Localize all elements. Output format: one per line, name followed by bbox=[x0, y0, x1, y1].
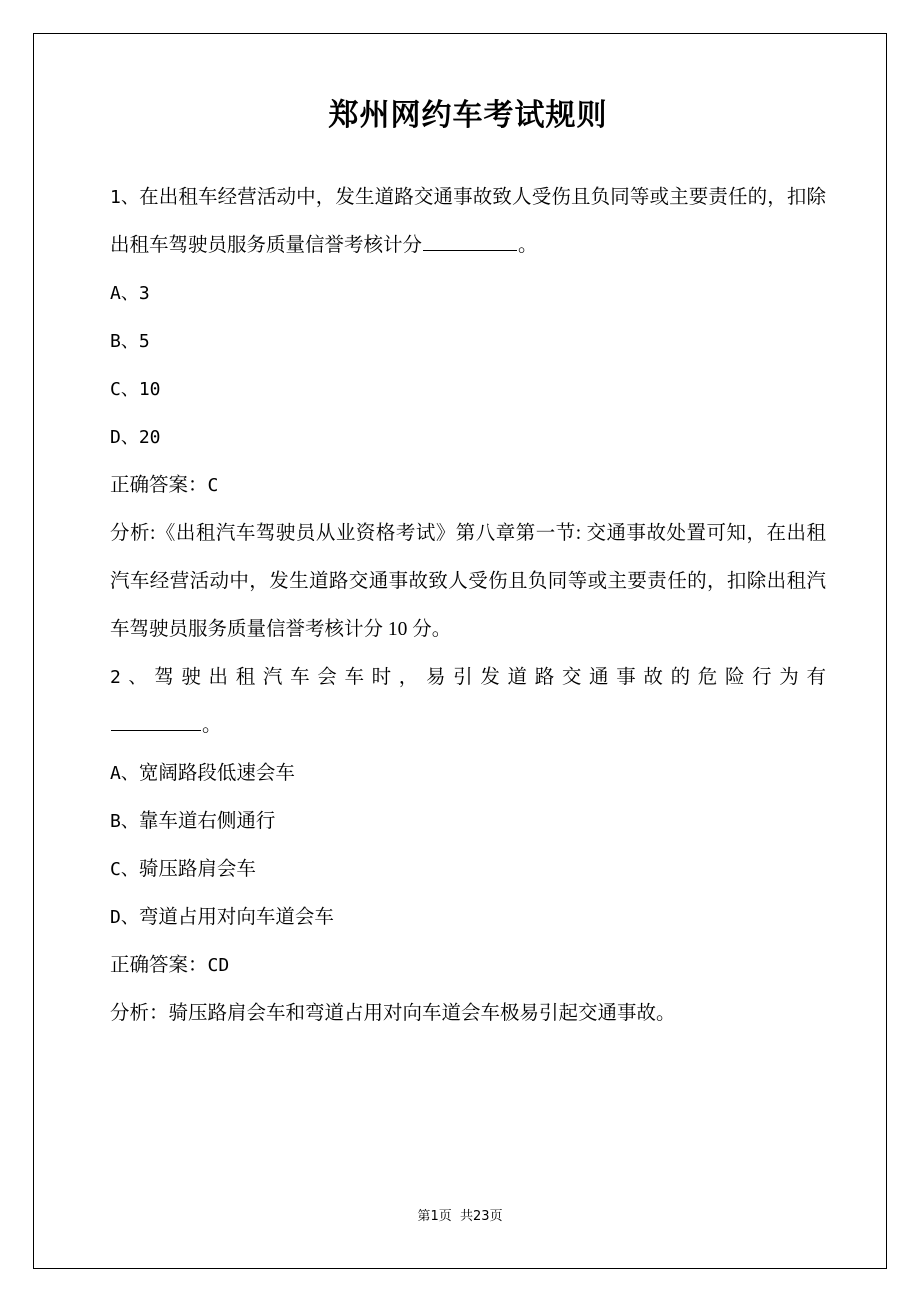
question-1-period: 。 bbox=[518, 235, 538, 256]
option-label: A、 bbox=[110, 763, 139, 784]
footer-page-prefix: 第 bbox=[417, 1209, 431, 1224]
question-2-text: 驾驶出租汽车会车时，易引发道路交通事故的危险行为有 bbox=[154, 667, 826, 688]
answer-label: 正确答案： bbox=[110, 475, 208, 496]
question-2-analysis bbox=[110, 990, 826, 1038]
option-label: D、 bbox=[110, 427, 139, 448]
option-label: C、 bbox=[110, 859, 139, 880]
option-text: 弯道占用对向车道会车 bbox=[138, 907, 334, 928]
analysis-label: 分析: bbox=[110, 523, 156, 544]
question-1-stem bbox=[110, 174, 826, 270]
question-2-stem bbox=[110, 654, 826, 702]
option-text: 10 bbox=[138, 379, 161, 400]
option-text: 宽阔路段低速会车 bbox=[138, 763, 295, 784]
analysis-text: 骑压路肩会车和弯道占用对向车道会车极易引起交通事故。 bbox=[168, 1003, 676, 1024]
question-1-option-b bbox=[110, 318, 826, 366]
footer-total-suffix: 页 bbox=[489, 1209, 503, 1224]
question-1-text: 在出租车经营活动中，发生道路交通事故致人受伤且负同等或主要责任的，扣除出租车驾驶员服务质量信誉考核计分 bbox=[110, 187, 826, 256]
answer-label: 正确答案： bbox=[110, 955, 208, 976]
question-1-option-d bbox=[110, 414, 826, 462]
question-2-answer-row bbox=[110, 942, 826, 990]
footer-page-suffix: 页 bbox=[438, 1209, 452, 1224]
footer-current-page: 1 bbox=[430, 1209, 439, 1224]
option-text: 3 bbox=[138, 283, 150, 304]
question-2-number: 2、 bbox=[110, 667, 155, 688]
analysis-label: 分析： bbox=[110, 1003, 169, 1024]
question-2-option-c bbox=[110, 846, 826, 894]
question-1-blank bbox=[423, 231, 517, 251]
footer-total-pages: 23 bbox=[473, 1209, 490, 1224]
answer-value: C bbox=[207, 475, 219, 496]
question-1-analysis bbox=[110, 510, 826, 654]
option-text: 20 bbox=[138, 427, 161, 448]
question-1-option-c bbox=[110, 366, 826, 414]
answer-value: CD bbox=[207, 955, 230, 976]
document-body bbox=[110, 90, 826, 1038]
question-2-period: 。 bbox=[202, 715, 222, 736]
option-text: 5 bbox=[138, 331, 150, 352]
question-2-blank bbox=[111, 711, 201, 731]
option-text: 骑压路肩会车 bbox=[138, 859, 256, 880]
option-label: C、 bbox=[110, 379, 139, 400]
analysis-text: 《出租汽车驾驶员从业资格考试》第八章第一节: 交通事故处置可知，在出租汽车经营活动中，发生道路交通事故致人受伤且负同等或主要责任的，扣除出租汽车驾驶员服务质量信誉考核计分 10 分。 bbox=[110, 523, 826, 640]
page-title: 郑州网约车考试规则 bbox=[328, 98, 608, 133]
option-label: B、 bbox=[110, 331, 139, 352]
option-label: D、 bbox=[110, 907, 139, 928]
option-label: A、 bbox=[110, 283, 139, 304]
question-1-answer-row bbox=[110, 462, 826, 510]
question-2-option-d bbox=[110, 894, 826, 942]
question-2-option-a bbox=[110, 750, 826, 798]
question-1-number: 1、 bbox=[110, 187, 140, 208]
question-2-stem-blank-line bbox=[110, 702, 826, 750]
option-text: 靠车道右侧通行 bbox=[138, 811, 276, 832]
footer-total-prefix: 共 bbox=[460, 1209, 474, 1224]
page-footer bbox=[0, 1205, 920, 1224]
question-2-option-b bbox=[110, 798, 826, 846]
option-label: B、 bbox=[110, 811, 139, 832]
question-1-option-a bbox=[110, 270, 826, 318]
